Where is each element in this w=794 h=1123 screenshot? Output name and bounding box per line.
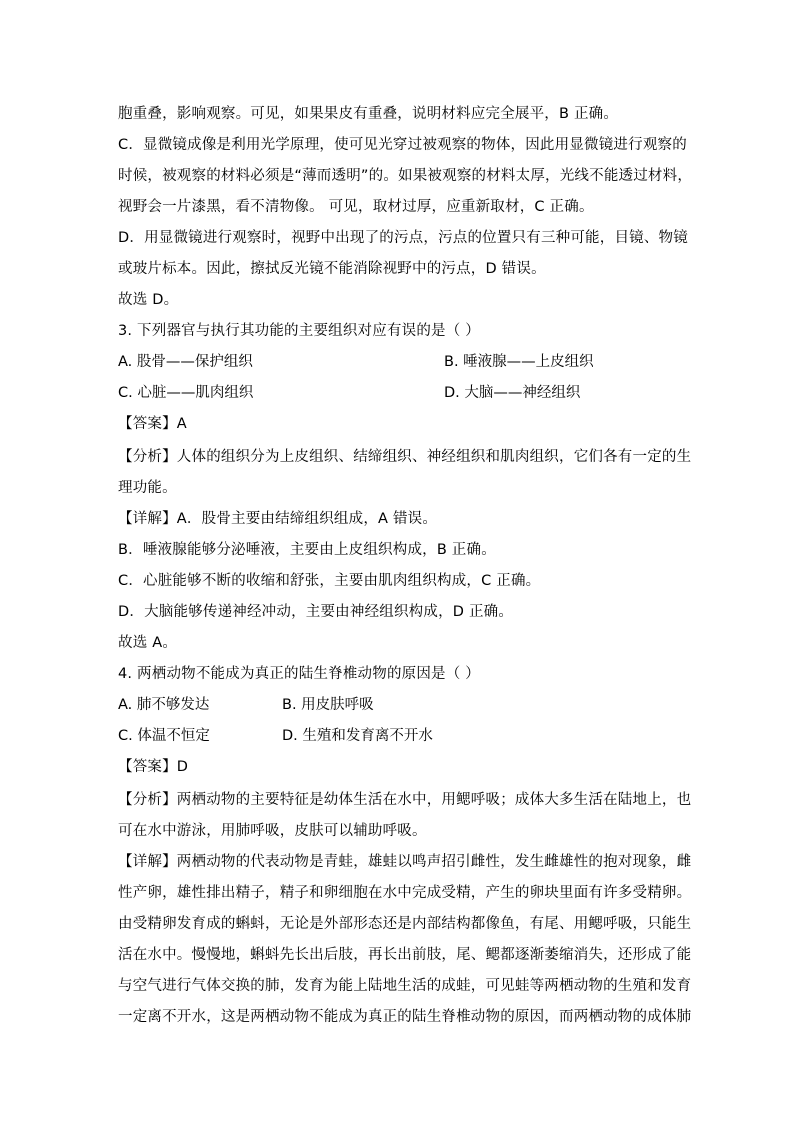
question-3-stem: 3. 下列器官与执行其功能的主要组织对应有误的是（ ） [118,323,480,339]
question-3-option-d: D. 大脑——神经组织 [444,385,581,401]
text-line: 或玻片标本。因此，擦拭反光镜不能消除视野中的污点，D 错误。 [118,261,546,277]
text-line: D．大脑能够传递神经冲动，主要由神经组织构成，D 正确。 [118,604,514,620]
analysis-line: 【分析】两栖动物的主要特征是幼体生活在水中，用鳃呼吸；成体大多生活在陆地上，也 [118,792,692,808]
text-line: C．显微镜成像是利用光学原理，使可见光穿过被观察的物体，因此用显微镜进行观察的 [118,137,687,153]
text-line: D．用显微镜进行观察时，视野中出现了的污点，污点的位置只有三种可能，目镜、物镜 [118,230,688,246]
question-4-option-a: A. 肺不够发达 [118,697,210,713]
explanation-line: 【详解】两栖动物的代表动物是青蛙，雄蛙以鸣声招引雌性，发生雌雄性的抱对现象，雌 [118,854,692,870]
question-3-option-b: B. 唾液腺——上皮组织 [444,354,594,370]
text-line: 活在水中。慢慢地，蝌蚪先长出后肢，再长出前肢，尾、鳃都逐渐萎缩消失，还形成了能 [118,947,692,963]
text-line: 时候，被观察的材料必须是“薄而透明”的。如果被观察的材料太厚，光线不能透过材料， [118,168,693,184]
question-3-option-a: A. 股骨——保护组织 [118,354,253,370]
question-4-option-c: C. 体温不恒定 [118,728,210,744]
question-4-option-d: D. 生殖和发育离不开水 [282,728,433,744]
text-line: 可在水中游泳，用肺呼吸，皮肤可以辅助呼吸。 [118,823,427,839]
text-line: B．唾液腺能够分泌唾液，主要由上皮组织构成，B 正确。 [118,542,496,558]
text-line: 故选 D。 [118,292,179,308]
text-line: 胞重叠，影响观察。可见，如果果皮有重叠，说明材料应完全展平，B 正确。 [118,106,619,122]
answer-line: 【答案】A [118,416,187,432]
question-3-option-c: C. 心脏——肌肉组织 [118,385,254,401]
text-line: 一定离不开水，这是两栖动物不能成为真正的陆生脊椎动物的原因，而两栖动物的成体肺 [118,1009,692,1025]
text-line: 由受精卵发育成的蝌蚪，无论是外部形态还是内部结构都像鱼，有尾、用鳃呼吸，只能生 [118,916,692,932]
text-line: 性产卵，雄性排出精子，精子和卵细胞在水中完成受精，产生的卵块里面有许多受精卵。 [118,885,692,901]
text-line: 故选 A。 [118,635,178,651]
question-4-stem: 4. 两栖动物不能成为真正的陆生脊椎动物的原因是（ ） [118,666,480,682]
text-line: 理功能。 [118,480,177,496]
text-line: 视野会一片漆黑，看不清物像。 可见，取材过厚，应重新取材，C 正确。 [118,199,594,215]
text-line: C．心脏能够不断的收缩和舒张，主要由肌肉组织构成，C 正确。 [118,573,541,589]
answer-line: 【答案】D [118,759,189,775]
text-line: 与空气进行气体交换的肺，发育为能上陆地生活的成蛙，可见蛙等两栖动物的生殖和发育 [118,978,692,994]
analysis-line: 【分析】人体的组织分为上皮组织、结缔组织、神经组织和肌肉组织，它们各有一定的生 [118,449,692,465]
question-4-option-b: B. 用皮肤呼吸 [282,697,374,713]
explanation-line: 【详解】A．股骨主要由结缔组织组成，A 错误。 [118,511,438,527]
